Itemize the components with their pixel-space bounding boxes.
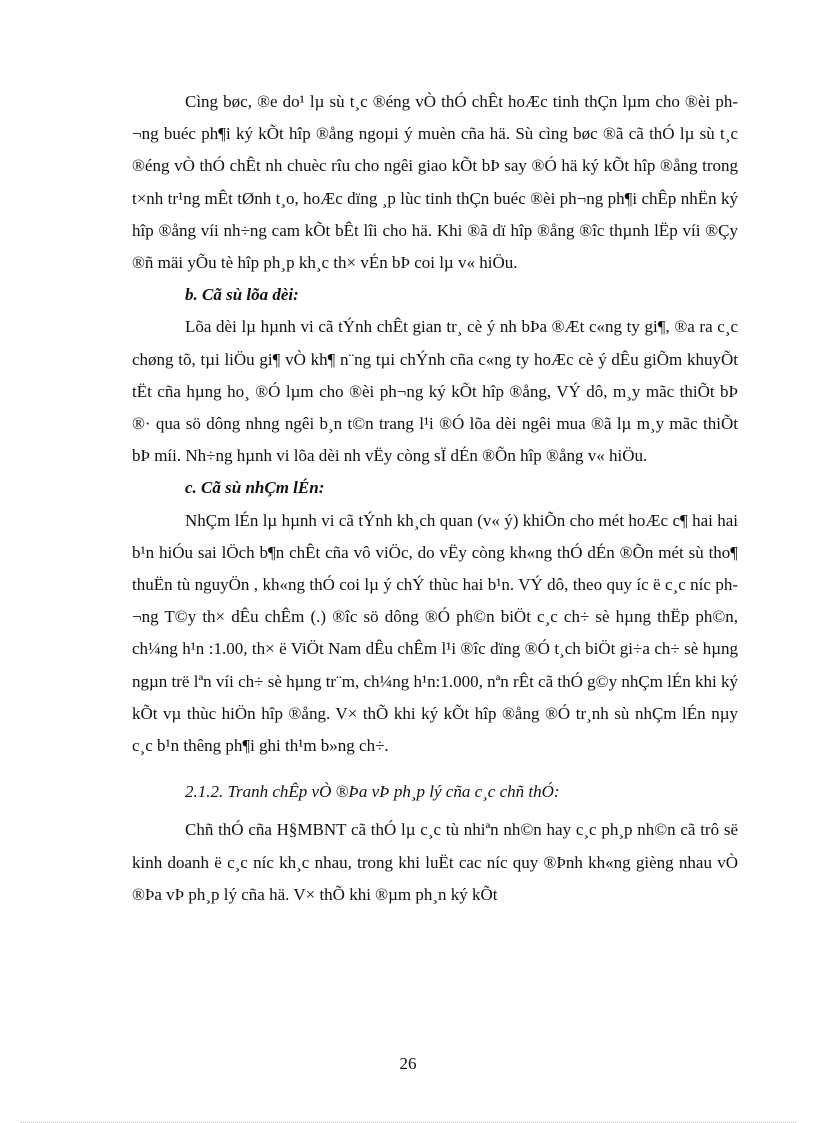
heading-c-mistake: c. Cã sù nhÇm lÉn:	[185, 478, 325, 498]
heading-2-1-2: 2.1.2. Tranh chÊp vÒ ®Þa vÞ ph¸p lý cña c¸c chñ thÓ:	[185, 782, 560, 802]
paragraph-legal-status: Chñ thÓ cña H§MBNT cã thÓ lµ c¸c tù nhiªn nh©n hay c¸c ph¸p nh©n cã trô së kinh doanh ë c¸c níc kh¸c nhau, trong khi luËt cac níc quy ®Þnh kh«ng gièng nhau vÒ ®Þa vÞ ph¸p lý cña hä. V× thÕ khi ®µm ph¸n ký kÕt	[132, 820, 738, 904]
heading-b-fraud: b. Cã sù lõa dèi:	[185, 285, 299, 305]
page-number: 26	[399, 1054, 417, 1073]
body-text	[132, 86, 738, 911]
paragraph-mistake: NhÇm lÉn lµ hµnh vi cã tÝnh kh¸ch quan (v« ý) khiÕn cho mét hoÆc c¶ hai hai b¹n hiÓu sai lÖch b¶n chÊt cña vô viÖc, do vËy còng kh«ng thÓ dÉn ®Õn mét sù tho¶ thuËn tù nguyÖn , kh«ng thÓ coi lµ ý chÝ thùc hai b¹n. VÝ dô, theo quy íc ë c¸c níc ph¬ng T©y th× dÊu chÊm (.) ®îc sö dông ®Ó ph©n biÖt c¸c ch÷ sè hµng thËp ph©n, ch¼ng h¹n :1.00, th× ë ViÖt Nam dÊu chÊm l¹i ®îc dïng ®Ó t¸ch biÖt gi÷a ch÷ sè hµng ngµn trë lªn víi ch÷ sè hµng tr¨m, ch¼ng h¹n:1.000, nªn rÊt cã thÓ g©y nhÇm lÉn khi ký kÕt vµ thùc hiÖn hîp ®ång. V× thÕ khi ký kÕt hîp ®ång ®Ó tr¸nh sù nhÇm lÉn nµy c¸c b¹n thêng ph¶i ghi th¹m b»ng ch÷.	[132, 510, 738, 756]
paragraph-fraud: Lõa dèi lµ hµnh vi cã tÝnh chÊt gian tr¸ cè ý nh bÞa ®Æt c«ng ty gi¶, ®a ra c¸c chøng tõ, tµi liÖu gi¶ vÒ kh¶ n¨ng tµi chÝnh cña c«ng ty hoÆc cè ý dÊu giÕm khuyÕt tËt cña hµng ho¸ ®Ó lµm cho ®èi ph¬ng ký kÕt hîp ®ång, VÝ dô, m¸y mãc thiÕt bÞ ®· qua sö dông nhng ngêi b¸n t©n trang l¹i ®Ó lõa dèi ngêi mua ®ã lµ m¸y mãc thiÕt bÞ míi. Nh÷ng hµnh vi lõa dèi nh vËy còng sÏ dÉn ®Õn hîp ®ång v« hiÖu.	[132, 317, 738, 466]
paragraph-coercion: Cìng bøc, ®e do¹ lµ sù t¸c ®éng vÒ thÓ chÊt hoÆc tinh thÇn lµm cho ®èi ph¬ng buéc ph¶i ký kÕt hîp ®ång ngoµi ý muèn cña hä. Sù cìng bøc ®ã cã thÓ lµ sù t¸c ®éng vÒ thÓ chÊt nh chuèc rîu cho ngêi giao kÕt bÞ say ®Ó hä ký kÕt hîp ®ång trong t×nh tr¹ng mÊt tØnh t¸o, hoÆc dïng ¸p lùc tinh thÇn buéc ®èi ph¬ng ph¶i chÊp nhËn ký hîp ®ång víi nh÷ng cam kÕt bÊt lîi cho hä. Khi ®ã dï hîp ®ång ®îc thµnh lËp víi ®Çy ®ñ mäi yÕu tè hîp ph¸p kh¸c th× vÉn bÞ coi lµ v« hiÖu.	[132, 92, 738, 273]
